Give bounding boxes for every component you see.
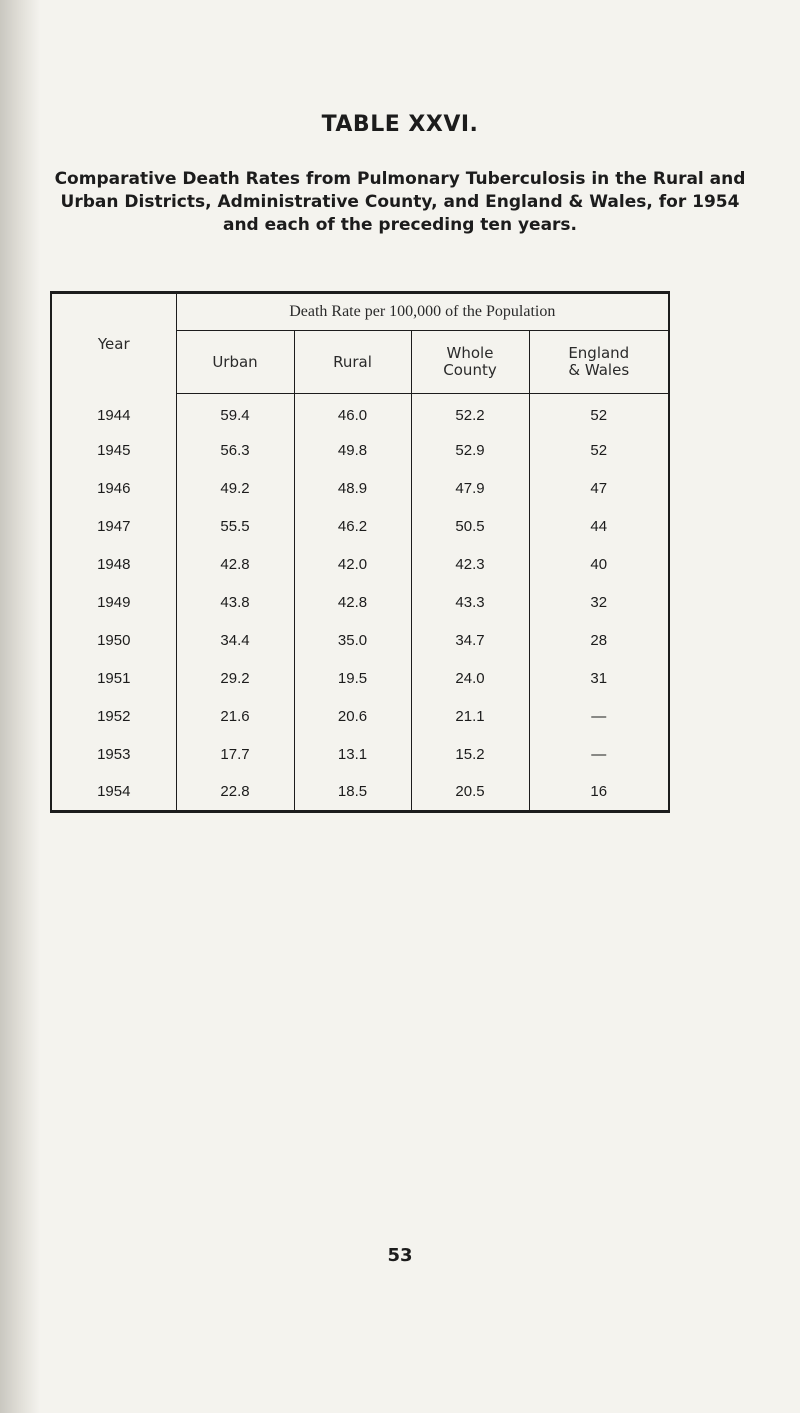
rural-header-label: Rural	[333, 352, 372, 371]
whole-county-cell: 42.3	[411, 546, 529, 584]
whole-county-cell: 34.7	[411, 622, 529, 660]
england-wales-header	[529, 331, 669, 394]
whole-county-cell: 24.0	[411, 660, 529, 698]
rural-cell: 48.9	[294, 470, 411, 508]
urban-header-label: Urban	[212, 352, 258, 371]
england-wales-cell: 28	[590, 632, 608, 649]
rural-cell: 42.0	[294, 546, 411, 584]
table-row	[51, 736, 669, 774]
urban-cell: 49.2	[176, 470, 294, 508]
urban-cell: 43.8	[176, 584, 294, 622]
urban-cell: 21.6	[176, 698, 294, 736]
whole-county-header-line1: Whole	[446, 344, 494, 362]
table-row	[51, 660, 669, 698]
table-row	[51, 584, 669, 622]
year-header: Year	[51, 293, 176, 394]
england-wales-cell: 16	[590, 783, 608, 801]
rural-cell: 46.2	[294, 508, 411, 546]
whole-county-cell: 52.2	[411, 394, 529, 432]
year-cell: 1953	[51, 736, 176, 774]
urban-cell: 56.3	[176, 432, 294, 470]
header-row-group	[51, 293, 669, 331]
table-row	[51, 622, 669, 660]
england-wales-header-line2: & Wales	[568, 361, 630, 379]
rural-cell: 35.0	[294, 622, 411, 660]
whole-county-cell: 15.2	[411, 736, 529, 774]
table-row	[51, 470, 669, 508]
death-rate-group-header: Death Rate per 100,000 of the Population	[176, 293, 669, 331]
table-title: TABLE XXVI.	[321, 112, 479, 137]
rural-cell: 42.8	[294, 584, 411, 622]
england-wales-cell: 31	[590, 670, 608, 687]
urban-cell: 22.8	[176, 774, 294, 812]
rural-cell: 49.8	[294, 432, 411, 470]
table-row	[51, 508, 669, 546]
rural-header	[294, 331, 411, 394]
england-wales-cell: 52	[590, 407, 608, 425]
year-cell: 1948	[51, 546, 176, 584]
urban-cell: 59.4	[176, 394, 294, 432]
urban-cell: 29.2	[176, 660, 294, 698]
urban-header	[176, 331, 294, 394]
table-row	[51, 774, 669, 812]
table-row	[51, 698, 669, 736]
urban-cell: 34.4	[176, 622, 294, 660]
year-cell: 1949	[51, 584, 176, 622]
whole-county-cell: 52.9	[411, 432, 529, 470]
rural-cell: 46.0	[294, 394, 411, 432]
urban-cell: 42.8	[176, 546, 294, 584]
year-cell: 1952	[51, 698, 176, 736]
rural-cell: 20.6	[294, 698, 411, 736]
whole-county-cell: 47.9	[411, 470, 529, 508]
whole-county-cell: 20.5	[411, 774, 529, 812]
table-row	[51, 546, 669, 584]
england-wales-cell: 47	[590, 480, 608, 497]
urban-cell: 55.5	[176, 508, 294, 546]
england-wales-cell: 40	[590, 556, 608, 573]
year-cell: 1950	[51, 622, 176, 660]
rural-cell: 18.5	[294, 774, 411, 812]
rural-cell: 13.1	[294, 736, 411, 774]
table-body	[51, 394, 669, 812]
year-cell: 1947	[51, 508, 176, 546]
whole-county-cell: 21.1	[411, 698, 529, 736]
england-wales-cell: 32	[590, 594, 608, 611]
england-wales-cell: 52	[590, 442, 608, 459]
urban-cell: 17.7	[176, 736, 294, 774]
table-row	[51, 394, 669, 432]
rural-cell: 19.5	[294, 660, 411, 698]
england-wales-cell: —	[591, 708, 607, 725]
whole-county-header	[411, 331, 529, 394]
table-caption: Comparative Death Rates from Pulmonary Tuberculosis in the Rural and Urban Districts, Administrative County, and England & Wales, for 1954 and each of the preceding ten years.	[54, 169, 746, 235]
year-cell: 1944	[51, 394, 176, 432]
whole-county-cell: 43.3	[411, 584, 529, 622]
year-cell: 1954	[51, 774, 176, 812]
england-wales-cell: 44	[590, 518, 608, 535]
death-rate-table	[50, 291, 670, 813]
table-row	[51, 432, 669, 470]
year-cell: 1946	[51, 470, 176, 508]
whole-county-cell: 50.5	[411, 508, 529, 546]
england-wales-cell: —	[591, 746, 607, 763]
page-number: 53	[387, 1245, 413, 1266]
page-edge-shadow	[0, 0, 40, 1413]
whole-county-header-line2: County	[443, 361, 497, 379]
england-wales-header-line1: England	[568, 344, 630, 362]
year-cell: 1945	[51, 432, 176, 470]
year-cell: 1951	[51, 660, 176, 698]
